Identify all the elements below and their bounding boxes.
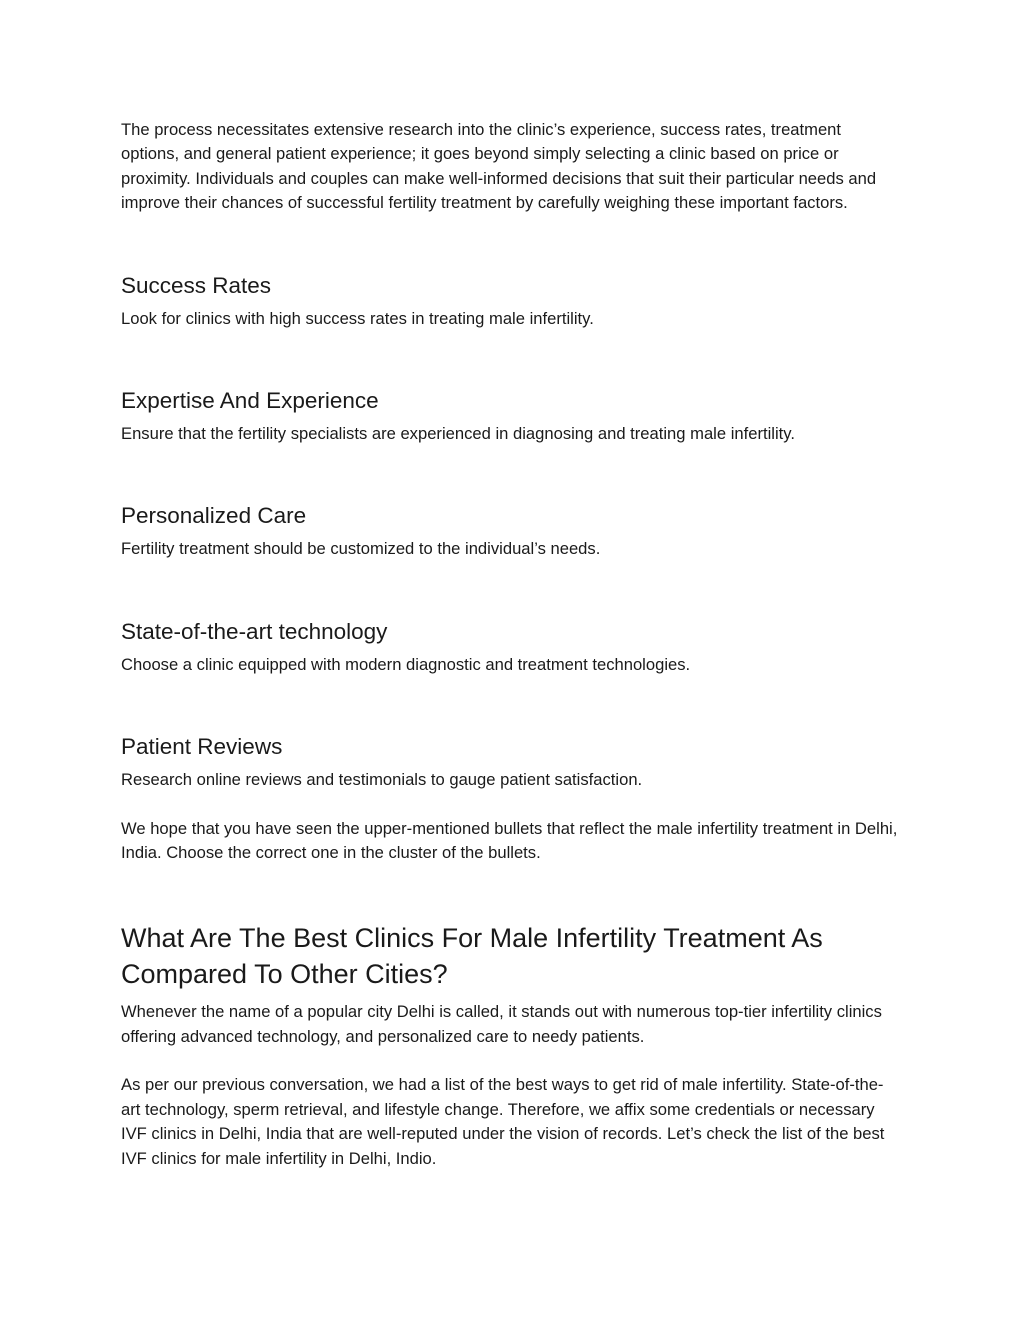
section-patient-reviews [121, 733, 901, 792]
section-text: Fertility treatment should be customized to the individual’s needs. [121, 539, 601, 559]
best-clinics-paragraph-2: As per our previous conversation, we had a list of the best ways to get rid of male infertility. State-of-the-art technology, sperm retrieval, and lifestyle change. Therefore, we affix some credentials or necessary IVF clinics in Delhi, India that are well-reputed under the vision of records. Let’s check the list of the best IVF clinics for male infertility in Delhi, Indio. [121, 1075, 885, 1168]
section-technology [121, 618, 901, 677]
section-heading: Patient Reviews [121, 734, 283, 760]
best-clinics-paragraph-1: Whenever the name of a popular city Delhi is called, it stands out with numerous top-tier infertility clinics offering advanced technology, and personalized care to needy patients. [121, 1002, 882, 1046]
section-heading: Personalized Care [121, 503, 307, 529]
section-text: Ensure that the fertility specialists are experienced in diagnosing and treating male infertility. [121, 424, 795, 444]
section-success-rates [121, 272, 901, 331]
section-personalized-care [121, 502, 901, 561]
best-clinics-heading: What Are The Best Clinics For Male Infertility Treatment As Compared To Other Cities? [121, 923, 823, 990]
section-text: Research online reviews and testimonials to gauge patient satisfaction. [121, 770, 643, 790]
section-text: Look for clinics with high success rates in treating male infertility. [121, 308, 594, 328]
document-page [121, 118, 901, 1171]
section-expertise [121, 387, 901, 446]
closing-paragraph: We hope that you have seen the upper-mentioned bullets that reflect the male infertility treatment in Delhi, India. Choose the correct one in the cluster of the bullets. [121, 818, 898, 863]
section-heading: Success Rates [121, 272, 272, 298]
section-heading: State-of-the-art technology [121, 618, 388, 644]
section-text: Choose a clinic equipped with modern diagnostic and treatment technologies. [121, 654, 691, 674]
section-heading: Expertise And Experience [121, 388, 379, 414]
intro-paragraph: The process necessitates extensive research into the clinic’s experience, success rates, treatment options, and general patient experience; it goes beyond simply selecting a clinic based on price or proximity. Individuals and couples can make well-informed decisions that suit their particular needs and improve their chances of successful fertility treatment by carefully weighing these important factors. [121, 120, 877, 213]
